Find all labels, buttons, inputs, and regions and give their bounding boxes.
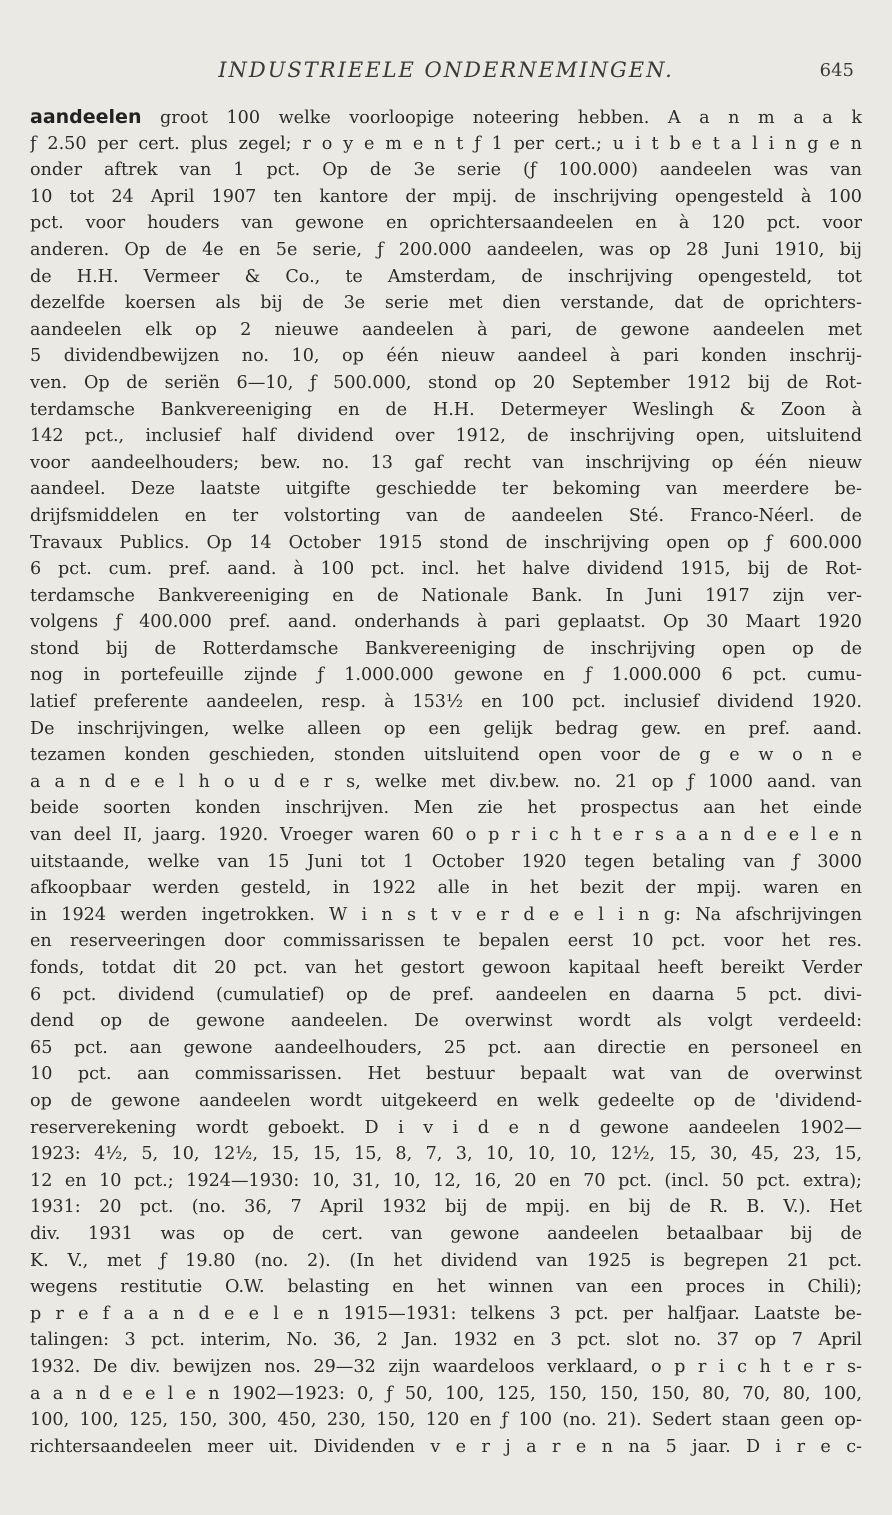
text-line: nog in portefeuille zijnde ƒ 1.000.000 gewone en ƒ 1.000.000 6 pct. cumu- — [30, 665, 862, 686]
body-text — [30, 104, 862, 1460]
text-line: 6 pct. dividend (cumulatief) op de pref. aandeelen en daarna 5 pct. divi- — [30, 984, 862, 1005]
text-line: van deel II, jaarg. 1920. Vroeger waren 60 o p r i c h t e r s a a n d e e l e n — [30, 825, 862, 846]
text-line: beide soorten konden inschrijven. Men zie het prospectus aan het einde — [30, 798, 862, 819]
text-line: talingen: 3 pct. interim, No. 36, 2 Jan. 1932 en 3 pct. slot no. 37 op 7 April — [30, 1330, 862, 1351]
text-line: dezelfde koersen als bij de 3e serie met dien verstande, dat de oprichters- — [30, 293, 862, 314]
text-line: reserverekening wordt geboekt. D i v i d e n d gewone aandeelen 1902— — [30, 1117, 862, 1138]
text-line: richtersaandeelen meer uit. Dividenden v e r j a r e n na 5 jaar. D i r e c- — [30, 1436, 862, 1457]
text-line: fonds, totdat dit 20 pct. van het gestort gewoon kapitaal heeft bereikt Verder — [30, 958, 862, 978]
text-line: div. 1931 was op de cert. van gewone aandeelen betaalbaar bij de — [30, 1223, 862, 1244]
text-line: 6 pct. cum. pref. aand. à 100 pct. incl. het halve dividend 1915, bij de Rot- — [30, 559, 862, 580]
text-line: pct. voor houders van gewone en oprichtersaandeelen en à 120 pct. voor — [30, 213, 862, 234]
text-line: op de gewone aandeelen wordt uitgekeerd en welk gedeelte op de 'dividend- — [30, 1090, 862, 1111]
text-line: anderen. Op de 4e en 5e serie, ƒ 200.000 aandeelen, was op 28 Juni 1910, bij — [30, 239, 862, 260]
text-line: uitstaande, welke van 15 Juni tot 1 October 1920 tegen betaling van ƒ 3000 — [30, 851, 862, 872]
text-line: volgens ƒ 400.000 pref. aand. onderhands à pari geplaatst. Op 30 Maart 1920 — [30, 612, 862, 633]
text-line: ƒ 2.50 per cert. plus zegel; r o y e m e n t ƒ 1 per cert.; u i t b e t a l i n g e n — [30, 133, 862, 154]
text-line: voor aandeelhouders; bew. no. 13 gaf recht van inschrijving op één nieuw — [30, 452, 862, 473]
text-line: in 1924 werden ingetrokken. W i n s t v e r d e e l i n g: Na afschrijvingen — [30, 904, 862, 925]
text-line: 1931: 20 pct. (no. 36, 7 April 1932 bij de mpij. en bij de R. B. V.). Het — [30, 1197, 862, 1218]
page-number: 645 — [819, 60, 854, 81]
text-line: 100, 100, 125, 150, 300, 450, 230, 150, 120 en ƒ 100 (no. 21). Sedert staan geen op- — [30, 1410, 862, 1431]
text-line: 5 dividendbewijzen no. 10, op één nieuw aandeel à pari konden inschrij- — [30, 346, 862, 367]
text-line: p r e f a a n d e e l e n 1915—1931: telkens 3 pct. per halfjaar. Laatste be- — [30, 1303, 862, 1324]
text-line: a a n d e e l e n 1902—1923: 0, ƒ 50, 100, 125, 150, 150, 150, 80, 70, 80, 100, — [30, 1383, 862, 1404]
text-line: 10 tot 24 April 1907 ten kantore der mpij. de inschrijving opengesteld à 100 — [30, 186, 862, 207]
text-line: 12 en 10 pct.; 1924—1930: 10, 31, 10, 12, 16, 20 en 70 pct. (incl. 50 pct. extra); — [30, 1170, 862, 1191]
text-line: en reserveeringen door commissarissen te bepalen eerst 10 pct. voor het res. — [30, 931, 862, 952]
text-line: aandeelen elk op 2 nieuwe aandeelen à pari, de gewone aandeelen met — [30, 319, 862, 340]
text-line: aandeel. Deze laatste uitgifte geschiedde ter bekoming van meerdere be- — [30, 479, 862, 500]
text-line: de H.H. Vermeer & Co., te Amsterdam, de inschrijving opengesteld, tot — [30, 266, 862, 287]
text-line: wegens restitutie O.W. belasting en het winnen van een proces in Chili); — [30, 1277, 862, 1298]
text-line: afkoopbaar werden gesteld, in 1922 alle in het bezit der mpij. waren en — [30, 878, 862, 899]
lead-word: aandeelen — [30, 106, 142, 128]
running-header — [0, 58, 892, 88]
text-line: tezamen konden geschieden, stonden uitsluitend open voor de g e w o n e — [30, 745, 862, 766]
text-line: 10 pct. aan commissarissen. Het bestuur bepaalt wat van de overwinst — [30, 1064, 862, 1085]
text-line: De inschrijvingen, welke alleen op een gelijk bedrag gew. en pref. aand. — [30, 718, 862, 739]
text-line: 1923: 4½, 5, 10, 12½, 15, 15, 15, 8, 7, 3, 10, 10, 10, 12½, 15, 30, 45, 23, 15, — [30, 1144, 862, 1165]
text-line — [30, 104, 862, 131]
running-title: INDUSTRIEELE ONDERNEMINGEN. — [218, 58, 674, 82]
text-line: onder aftrek van 1 pct. Op de 3e serie (ƒ 100.000) aandeelen was van — [30, 160, 862, 181]
text-line: terdamsche Bankvereeniging en de H.H. Determeyer Weslingh & Zoon à — [30, 399, 862, 420]
text-line: dend op de gewone aandeelen. De overwinst wordt als volgt verdeeld: — [30, 1011, 862, 1032]
text-line: 65 pct. aan gewone aandeelhouders, 25 pct. aan directie en personeel en — [30, 1037, 862, 1058]
text-line: 1932. De div. bewijzen nos. 29—32 zijn waardeloos verklaard, o p r i c h t e r s- — [30, 1356, 862, 1377]
text-line: Travaux Publics. Op 14 October 1915 stond de inschrijving open op ƒ 600.000 — [30, 532, 862, 553]
text-line: K. V., met ƒ 19.80 (no. 2). (In het dividend van 1925 is begrepen 21 pct. — [30, 1250, 862, 1271]
text-line: latief preferente aandeelen, resp. à 153½ en 100 pct. inclusief dividend 1920. — [30, 692, 862, 713]
text-line: stond bij de Rotterdamsche Bankvereeniging de inschrijving open op de — [30, 638, 862, 659]
text-line: ven. Op de seriën 6—10, ƒ 500.000, stond op 20 September 1912 bij de Rot- — [30, 372, 862, 393]
text-line-rest: groot 100 welke voorloopige noteering hebben. A a n m a a k — [141, 108, 862, 128]
text-line: 142 pct., inclusief half dividend over 1912, de inschrijving open, uitsluitend — [30, 426, 862, 447]
text-line: a a n d e e l h o u d e r s, welke met div.bew. no. 21 op ƒ 1000 aand. van — [30, 771, 862, 792]
text-line: drijfsmiddelen en ter volstorting van de aandeelen Sté. Franco-Néerl. de — [30, 505, 862, 526]
text-line: terdamsche Bankvereeniging en de Nationale Bank. In Juni 1917 zijn ver- — [30, 585, 862, 606]
